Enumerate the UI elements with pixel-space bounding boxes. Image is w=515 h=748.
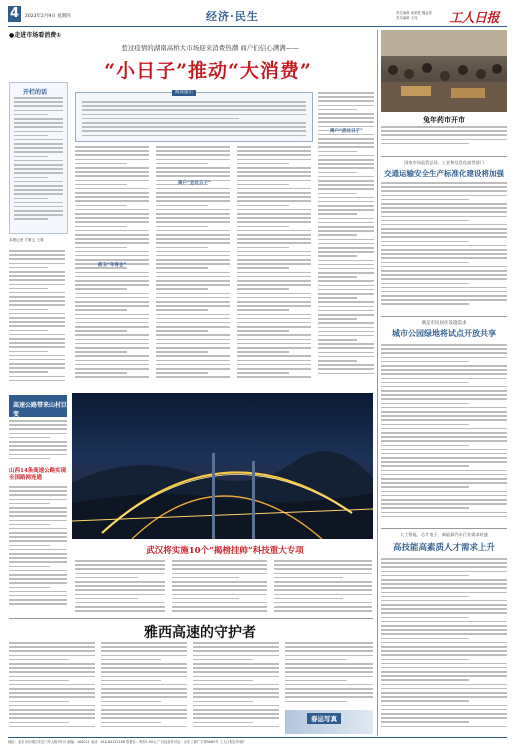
brief-1-text [381, 182, 507, 312]
left-lower-text [9, 420, 67, 464]
editor-line-1: 责任编辑 庞新胜 魏益豪 [396, 11, 433, 15]
brief-3-text [381, 558, 507, 734]
feature-col-3 [193, 642, 279, 734]
sub-head-3: 商户“活过日子” [330, 129, 363, 134]
brief-1-title: 交通运输安全生产标准化建设将加强 [384, 169, 504, 178]
section-title: 经济·民生 [206, 10, 259, 23]
issue-date: 2023年2月9日 星期四 [25, 14, 71, 19]
bridge-illustration [72, 393, 373, 539]
summary-text [82, 101, 306, 139]
main-col-5 [318, 92, 374, 390]
feature-col-1 [9, 642, 95, 734]
brief-3-title: 高技能高素质人才需求上升 [392, 543, 495, 553]
feature-col-4 [285, 642, 373, 708]
brief-1-kicker: 国家市场监管总局、工业和信息化部等部门 [404, 160, 484, 165]
page-number: 4 [9, 6, 20, 21]
feature-title: 雅西高速的守护者 [144, 625, 256, 641]
spring-travel-label: 春运写真 [307, 713, 341, 724]
right-column-divider [377, 30, 378, 736]
main-col-2 [75, 146, 149, 390]
photo-story-col-1 [75, 560, 165, 616]
paper-logo: 工人日报 [449, 11, 500, 26]
highway-headline: 山西14条高速公路实现全国路网连通 [9, 468, 67, 481]
main-col-4 [237, 146, 311, 390]
bridge-photo [72, 393, 373, 539]
sub-head-1: 前卫“年宵会” [98, 263, 127, 268]
footer-text: 地址：北京市东城区安定门外大街甲1号 邮编：100011 电话：010-84151188 零售价：每份1.50元 广告经营许可证：京东工商广字第0065号 工人日报社印刷厂 [8, 740, 246, 744]
right-rule-2 [381, 316, 507, 317]
highway-village-box [9, 395, 67, 417]
brief-2-kicker: 满足市民居住设施需求 [421, 321, 467, 326]
highway-village-title: 高速公路带来山村巨变 [13, 402, 68, 418]
photo-story-col-3 [274, 560, 372, 616]
summary-label: 阅读提示 [172, 90, 196, 96]
right-rule-1 [381, 156, 507, 157]
brief-3-kicker: 人工智能、芯片电子、新能源汽车行业需求旺盛 [400, 532, 488, 537]
opening-sign: 本报记者 方夏云 王晟 [9, 238, 44, 242]
masthead-rule [8, 26, 507, 27]
pharma-market-photo [381, 30, 507, 112]
photo-headline: 武汉将实施10个“揭榜挂帅”科技重大专项 [146, 546, 304, 556]
feature-rule [9, 618, 373, 619]
sub-head-2: 商户“会过日子” [178, 181, 211, 186]
spring-travel-photo [285, 710, 373, 734]
feature-col-2 [101, 642, 187, 734]
editor-line-2: 美术编辑 王伟 [396, 16, 418, 20]
photo-story-col-2 [172, 560, 267, 616]
pharma-photo-title: 兔年药市开市 [423, 115, 465, 124]
main-title: “小日子”推动“大消费” [104, 60, 312, 82]
pharma-caption [381, 126, 507, 150]
left-bottom-text [9, 486, 67, 614]
masthead [8, 6, 507, 26]
summary-box [75, 92, 313, 142]
opening-label: 开栏的话 [23, 89, 48, 96]
right-rule-3 [381, 528, 507, 529]
opening-box [9, 82, 68, 234]
brief-2-title: 城市公园绿地将试点开放共享 [392, 328, 496, 338]
crowd-illustration [381, 30, 507, 112]
opening-text [14, 97, 63, 229]
series-label: ●走进市场看消费① [9, 32, 62, 39]
main-kicker: 惹过疫情的湖南高桥大市场迎来消费热潮 商户们信心满满—— [121, 44, 299, 52]
footer-rule [8, 737, 507, 738]
brief-2-text [381, 344, 507, 524]
main-col-1 [9, 250, 65, 390]
